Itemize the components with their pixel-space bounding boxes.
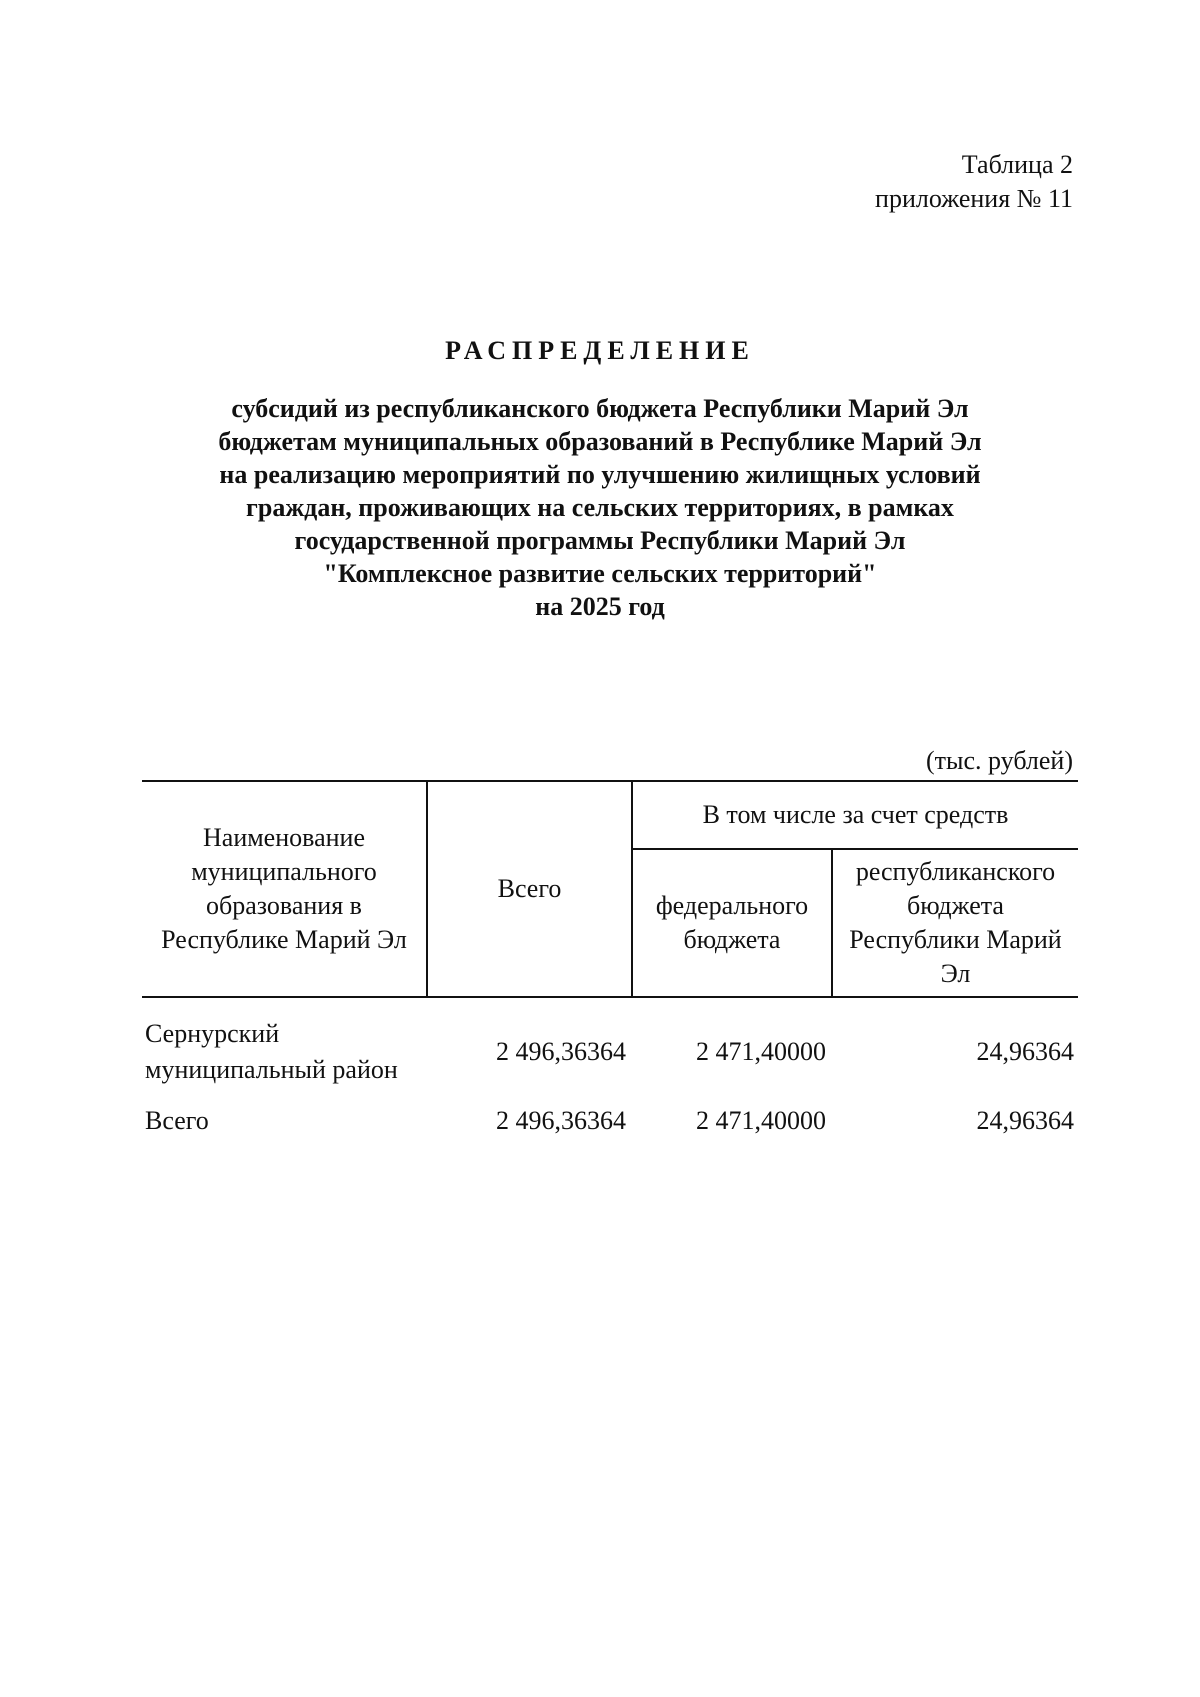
appendix-number: приложения № 11 bbox=[875, 184, 1073, 213]
table-number: Таблица 2 bbox=[961, 150, 1073, 179]
total-row-federal-value: 2 471,40000 bbox=[696, 1106, 826, 1135]
row-republic-value: 24,96364 bbox=[976, 1037, 1075, 1066]
total-row-total-value: 2 496,36364 bbox=[496, 1106, 626, 1135]
document-heading: РАСПРЕДЕЛЕНИЕ bbox=[445, 336, 755, 365]
header-republic-budget: республиканского бюджета Республики Марий Эл bbox=[832, 849, 1078, 997]
table-total-row bbox=[142, 1089, 1078, 1140]
subtitle-line: бюджетам муниципальных образований в Республике Марий Эл bbox=[218, 427, 982, 456]
document-subtitle bbox=[150, 392, 1050, 623]
row-total-value: 2 496,36364 bbox=[496, 1037, 626, 1066]
header-total: Всего bbox=[427, 781, 632, 997]
header-federal-budget: федерального бюджета bbox=[632, 849, 832, 997]
header-funding-sources: В том числе за счет средств bbox=[632, 781, 1078, 849]
row-federal-value: 2 471,40000 bbox=[696, 1037, 826, 1066]
total-row-label: Всего bbox=[145, 1106, 209, 1135]
row-municipality-name: Сернурский муниципальный район bbox=[145, 1019, 398, 1084]
table-reference bbox=[875, 148, 1073, 216]
subtitle-line: "Комплексное развитие сельских территорий" bbox=[323, 559, 877, 588]
total-row-republic-value: 24,96364 bbox=[976, 1106, 1075, 1135]
subtitle-line: субсидий из республиканского бюджета Республики Марий Эл bbox=[231, 394, 969, 423]
subtitle-line: государственной программы Республики Марий Эл bbox=[294, 526, 906, 555]
subtitle-line: на 2025 год bbox=[535, 592, 665, 621]
subtitle-line: на реализацию мероприятий по улучшению жилищных условий bbox=[219, 460, 981, 489]
subtitle-line: граждан, проживающих на сельских территориях, в рамках bbox=[246, 493, 954, 522]
table-row bbox=[142, 997, 1078, 1089]
header-municipality: Наименование муниципального образования в Республике Марий Эл bbox=[142, 781, 427, 997]
units-label: (тыс. рублей) bbox=[925, 746, 1073, 775]
distribution-table bbox=[142, 780, 1078, 1140]
